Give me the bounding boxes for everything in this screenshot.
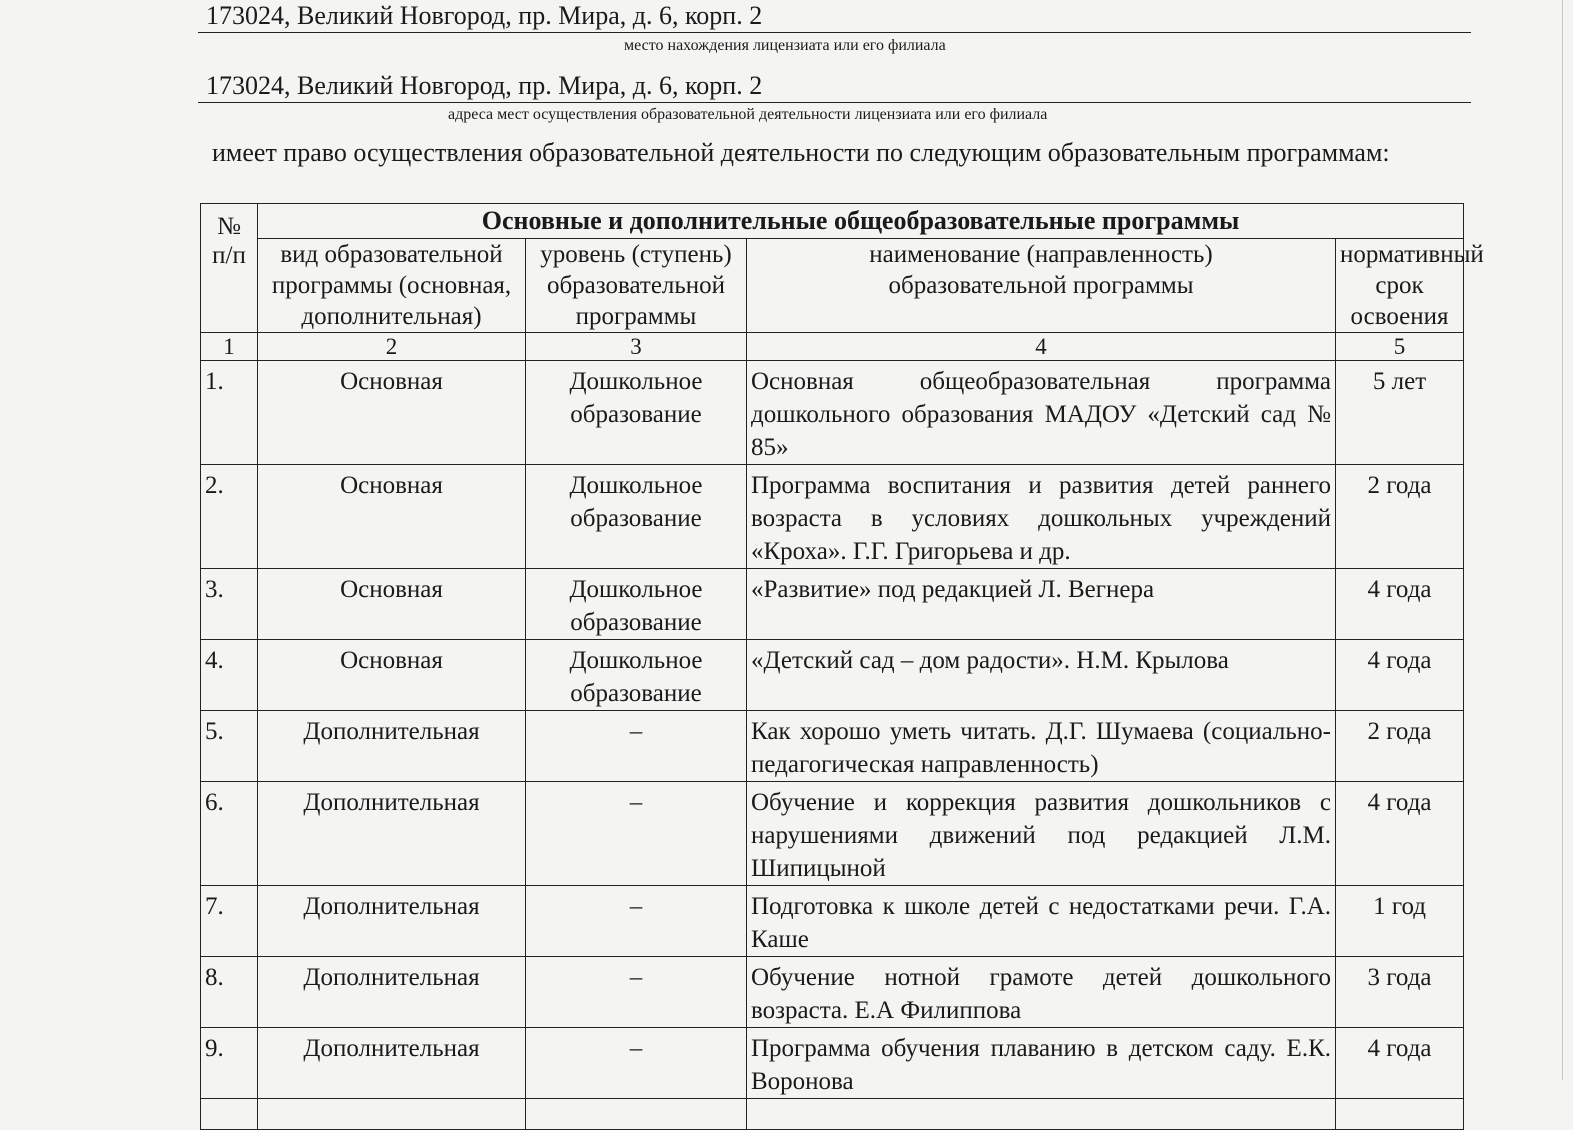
column-index: 3 (526, 333, 747, 361)
program-type: Дополнительная (258, 957, 526, 1028)
program-name: Обучение и коррекция развития дошкольников с нарушениями движений под редакцией Л.М. Шипицыной (747, 782, 1336, 886)
column-header-duration: нормативный срок освоения (1336, 239, 1464, 333)
program-duration: 2 года (1336, 465, 1464, 569)
table-row (201, 640, 1464, 711)
row-number: 1. (201, 361, 258, 465)
program-name: Обучение нотной грамоте детей дошкольного возраста. Е.А Филиппова (747, 957, 1336, 1028)
program-name: Подготовка к школе детей с недостатками речи. Г.А. Каше (747, 886, 1336, 957)
licensee-address: 173024, Великий Новгород, пр. Мира, д. 6, корп. 2 (198, 0, 1471, 33)
program-name: Программа обучения плаванию в детском саду. Е.К. Воронова (747, 1028, 1336, 1099)
group-header: Основные и дополнительные общеобразовательные программы (258, 204, 1464, 239)
table-row (201, 465, 1464, 569)
table-row (201, 782, 1464, 886)
program-duration: 1 год (1336, 886, 1464, 957)
table-group-header-row (201, 204, 1464, 239)
column-header-level: уровень (ступень) образовательной программы (526, 239, 747, 333)
licensee-address-caption: место нахождения лицензиата или его филиала (624, 37, 946, 54)
program-type: Дополнительная (258, 782, 526, 886)
row-number: 9. (201, 1028, 258, 1099)
program-name: «Развитие» под редакцией Л. Вегнера (747, 569, 1336, 640)
program-type: Дополнительная (258, 711, 526, 782)
table-row-cutoff (201, 1099, 1464, 1130)
row-number: 4. (201, 640, 258, 711)
program-level: – (526, 711, 747, 782)
row-number: 5. (201, 711, 258, 782)
program-name: Как хорошо уметь читать. Д.Г. Шумаева (социально-педагогическая направленность) (747, 711, 1336, 782)
program-duration: 3 года (1336, 957, 1464, 1028)
program-name: «Детский сад – дом радости». Н.М. Крылова (747, 640, 1336, 711)
program-level: Дошкольное образование (526, 361, 747, 465)
table-row (201, 886, 1464, 957)
column-index: 2 (258, 333, 526, 361)
program-level: – (526, 782, 747, 886)
intro-text: имеет право осуществления образовательной деятельности по следующим образовательным программам: (212, 138, 1390, 167)
table-column-header-row (201, 239, 1464, 333)
program-duration: 4 года (1336, 640, 1464, 711)
row-number: 6. (201, 782, 258, 886)
row-number: 7. (201, 886, 258, 957)
table-row (201, 957, 1464, 1028)
program-level: Дошкольное образование (526, 640, 747, 711)
program-type: Дополнительная (258, 1028, 526, 1099)
program-type: Основная (258, 465, 526, 569)
program-name: Основная общеобразовательная программа дошкольного образования МАДОУ «Детский сад № 85» (747, 361, 1336, 465)
program-type: Основная (258, 361, 526, 465)
table-row (201, 361, 1464, 465)
column-index: 5 (1336, 333, 1464, 361)
page-edge (1562, 0, 1563, 1080)
table-row (201, 1028, 1464, 1099)
program-duration: 5 лет (1336, 361, 1464, 465)
table-row (201, 569, 1464, 640)
program-level: Дошкольное образование (526, 569, 747, 640)
program-type: Дополнительная (258, 886, 526, 957)
num-column-header: № п/п (201, 204, 258, 333)
column-index: 1 (201, 333, 258, 361)
row-number: 3. (201, 569, 258, 640)
activity-address-caption: адреса мест осуществления образовательной деятельности лицензиата или его филиала (448, 106, 1048, 123)
program-type: Основная (258, 569, 526, 640)
program-duration: 4 года (1336, 782, 1464, 886)
program-duration: 2 года (1336, 711, 1464, 782)
program-level: – (526, 957, 747, 1028)
row-number: 2. (201, 465, 258, 569)
row-number: 8. (201, 957, 258, 1028)
table-row (201, 711, 1464, 782)
program-duration: 4 года (1336, 569, 1464, 640)
program-type: Основная (258, 640, 526, 711)
program-name: Программа воспитания и развития детей раннего возраста в условиях дошкольных учреждений «Кроха». Г.Г. Григорьева и др. (747, 465, 1336, 569)
column-index: 4 (747, 333, 1336, 361)
column-header-name: наименование (направленность) образовательной программы (747, 239, 1336, 333)
activity-address: 173024, Великий Новгород, пр. Мира, д. 6, корп. 2 (198, 70, 1471, 103)
column-header-type: вид образовательной программы (основная, дополнительная) (258, 239, 526, 333)
program-duration: 4 года (1336, 1028, 1464, 1099)
program-level: Дошкольное образование (526, 465, 747, 569)
program-level: – (526, 1028, 747, 1099)
program-level: – (526, 886, 747, 957)
column-index-row (201, 333, 1464, 361)
programs-table (200, 203, 1484, 1130)
